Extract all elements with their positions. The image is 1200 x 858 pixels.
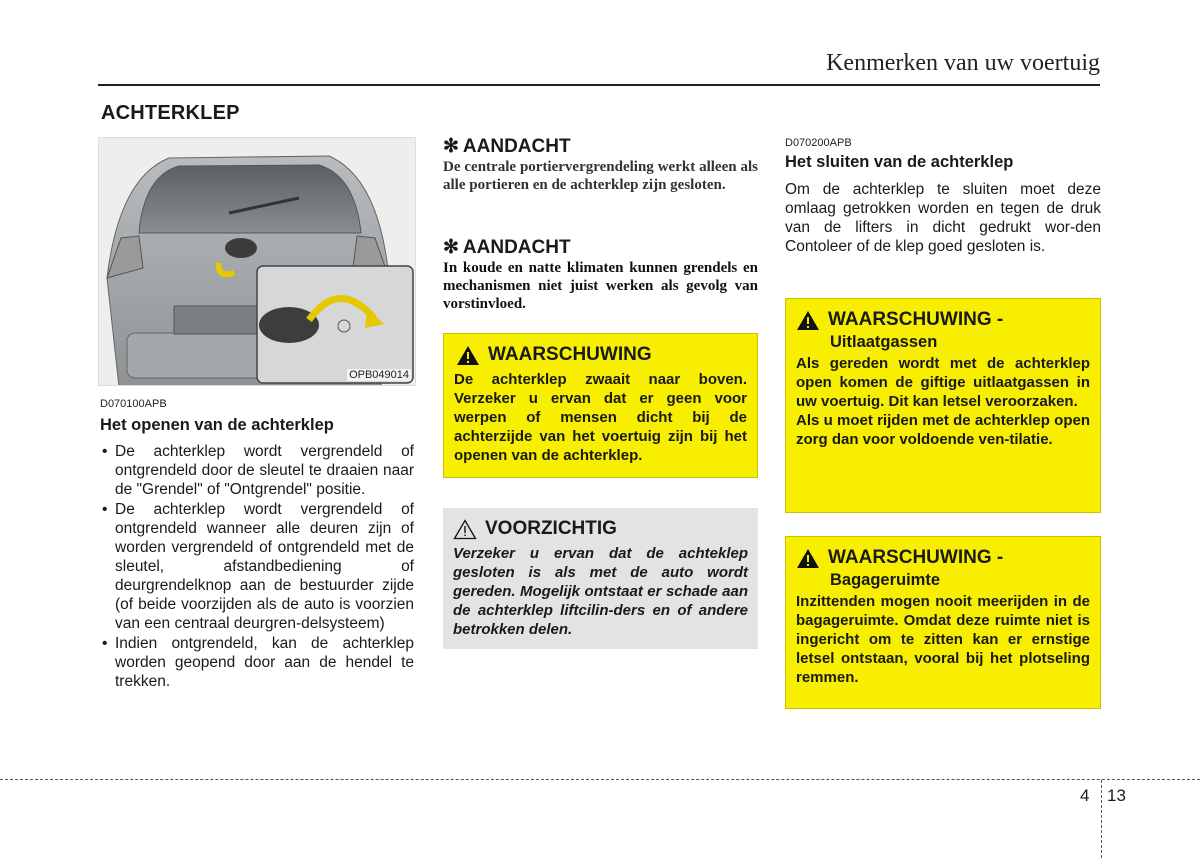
warning-title: WAARSCHUWING - [796, 547, 1090, 569]
asterisk-icon: ✻ [443, 136, 459, 157]
notice-frost [443, 236, 758, 313]
car-rear-drawing [99, 138, 416, 386]
caution-title: VOORZICHTIG [453, 518, 748, 540]
asterisk-icon: ✻ [443, 237, 459, 258]
section-code: D070100APB [100, 398, 167, 410]
warning-box-tailgate [443, 333, 758, 478]
tailgate-illustration [98, 137, 416, 386]
warning-triangle-icon [796, 310, 820, 331]
notice-title: ✻ AANDACHT [443, 236, 571, 258]
closing-instructions: Om de achterklep te sluiten moet deze omlaag getrokken worden en tegen de druk van de lifters in dicht gedrukt wor-den Contoleer of de klep goed gesloten is. [785, 181, 1101, 255]
section-code: D070200APB [785, 137, 852, 149]
warning-title: WAARSCHUWING [456, 344, 747, 366]
warning-body: Inzittenden mogen nooit meerijden in de bagageruimte. Omdat deze ruimte niet is ingericht om te zitten kan er ernstige letsel ontstaan, vooral bij het plotseling remmen. [796, 593, 1090, 686]
warning-box-exhaust [785, 298, 1101, 513]
caution-box [443, 508, 758, 649]
footer-divider [1101, 780, 1102, 858]
running-header: Kenmerken van uw voertuig [826, 50, 1100, 76]
warning-box-cargo [785, 536, 1101, 709]
bullet-list [100, 442, 414, 692]
figure-code: OPB049014 [349, 369, 409, 381]
subheading-closing: Het sluiten van de achterklep [785, 153, 1014, 171]
warning-triangle-icon [456, 345, 480, 366]
warning-title: WAARSCHUWING - [796, 309, 1090, 331]
footer-rule [0, 779, 1200, 780]
subheading-opening: Het openen van de achterklep [100, 416, 334, 434]
warning-body: De achterklep zwaait naar boven. Verzeker u ervan dat er geen voor werpen of mensen dicht bij de achterzijde van het voertuig zijn bij het openen van de achterklep. [454, 371, 747, 464]
caution-triangle-icon [453, 519, 477, 540]
page-number: 13 [1107, 786, 1126, 805]
warning-body: Als gereden wordt met de achterklep open komen de giftige uitlaatgassen in uw voertuig. Dit kan letsel veroorzaken. [796, 355, 1090, 410]
section-title: ACHTERKLEP [101, 102, 240, 124]
warning-subtitle: Uitlaatgassen [830, 333, 938, 351]
chapter-number: 4 [1080, 786, 1090, 805]
header-rule [98, 84, 1100, 86]
notice-body: In koude en natte klimaten kunnen grendels en mechanismen niet juist werken als gevolg van vorstinvloed. [443, 260, 758, 312]
notice-central-locking [443, 135, 758, 194]
list-item: • De achterklep wordt vergrendeld of ontgrendeld wanneer alle deuren zijn of worden vergrendeld of ontgrendeld met de sleutel, afstandbediening of deurgrendelknop aan de bestuurder zijde (of beide voorzijden als de auto is voorzien van een centraal deurgren-delsysteem) [102, 501, 414, 632]
caution-body: Verzeker u ervan dat de achteklep gesloten is als met de auto wordt gereden. Mogelijk ontstaat er schade aan de achterklep liftcilin-ders en of andere betrokken delen. [453, 545, 748, 638]
notice-title: ✻ AANDACHT [443, 135, 571, 157]
list-item: • Indien ontgrendeld, kan de achterklep worden geopend door aan de hendel te trekken. [102, 635, 414, 690]
warning-triangle-icon [796, 548, 820, 569]
notice-body: De centrale portiervergrendeling werkt alleen als alle portieren en de achterklep zijn gesloten. [443, 159, 758, 193]
warning-subtitle: Bagageruimte [830, 571, 941, 589]
list-item: • De achterklep wordt vergrendeld of ontgrendeld door de sleutel te draaien naar de "Grendel" of "Ontgrendel" positie. [102, 443, 414, 498]
warning-body: Als u moet rijden met de achterklep open zorg dan voor voldoende ven-tilatie. [796, 412, 1090, 448]
